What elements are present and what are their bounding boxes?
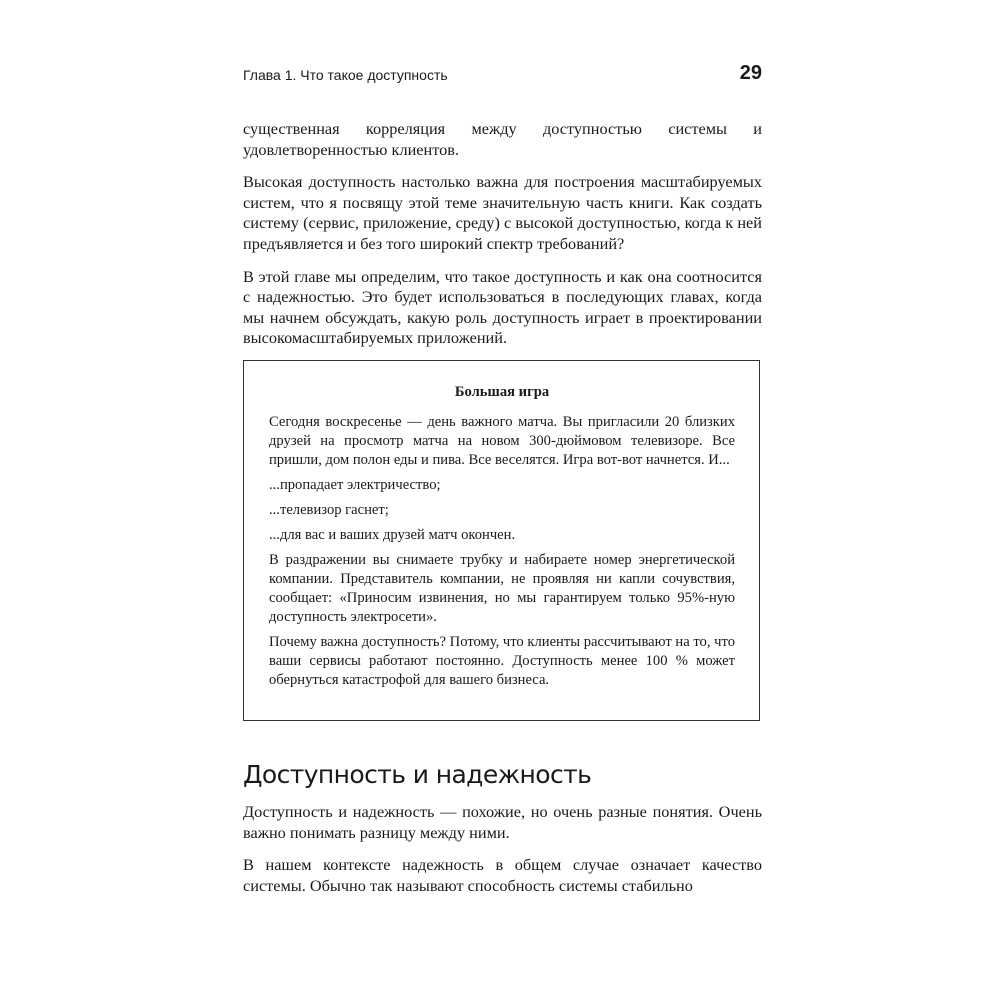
sidebar-paragraph: Сегодня воскресенье — день важного матча. Вы пригласили 20 близких друзей на просмотр матча на новом 300-дюймовом телевизоре. Все пришли, дом полон еды и пива. Все веселятся. Игра вот-вот начнется. И... (269, 414, 735, 468)
paragraph: существенная корреляция между доступностью системы и удовлетворенностью клиентов. (243, 119, 762, 159)
sidebar-paragraph: ...телевизор гаснет; (269, 502, 389, 518)
paragraph: В нашем контексте надежность в общем случае означает качество системы. Обычно так называют способность системы стабильно (243, 855, 762, 895)
sidebar-paragraph: В раздражении вы снимаете трубку и набираете номер энергетической компании. Представитель компании, не проявляя ни капли сочувствия, сообщает: «Приносим извинения, но мы гарантируем только 95%-ную доступность электросети». (269, 552, 735, 625)
paragraph: В этой главе мы определим, что такое доступность и как она соотносится с надежностью. Это будет использоваться в последующих главах, когда мы начнем обсуждать, какую роль доступность играет в проектировании высокомасштабируемых приложений. (243, 266, 762, 348)
paragraph: Высокая доступность настолько важна для построения масштабируемых систем, что я посвящу этой теме значительную часть книги. Как создать систему (сервис, приложение, среду) с высокой доступностью, когда к ней предъявляется и без того широкий спектр требований? (243, 172, 762, 253)
running-header (243, 64, 762, 88)
sidebar-box (243, 360, 760, 721)
book-page (243, 0, 762, 1000)
section-text (243, 802, 762, 908)
sidebar-title: Большая игра (454, 384, 550, 400)
sidebar-paragraph: ...для вас и ваших друзей матч окончен. (269, 527, 516, 543)
intro-text (243, 119, 762, 361)
section-heading: Доступность и надежность (243, 760, 592, 789)
sidebar-paragraph: ...пропадает электричество; (269, 477, 441, 493)
page-number: 29 (739, 62, 762, 84)
sidebar-paragraph: Почему важна доступность? Потому, что клиенты рассчитывают на то, что ваши сервисы работают постоянно. Доступность менее 100 % может обернуться катастрофой для вашего бизнеса. (269, 634, 735, 688)
paragraph: Доступность и надежность — похожие, но очень разные понятия. Очень важно понимать разницу между ними. (243, 802, 762, 842)
chapter-title: Глава 1. Что такое доступность (243, 67, 448, 83)
